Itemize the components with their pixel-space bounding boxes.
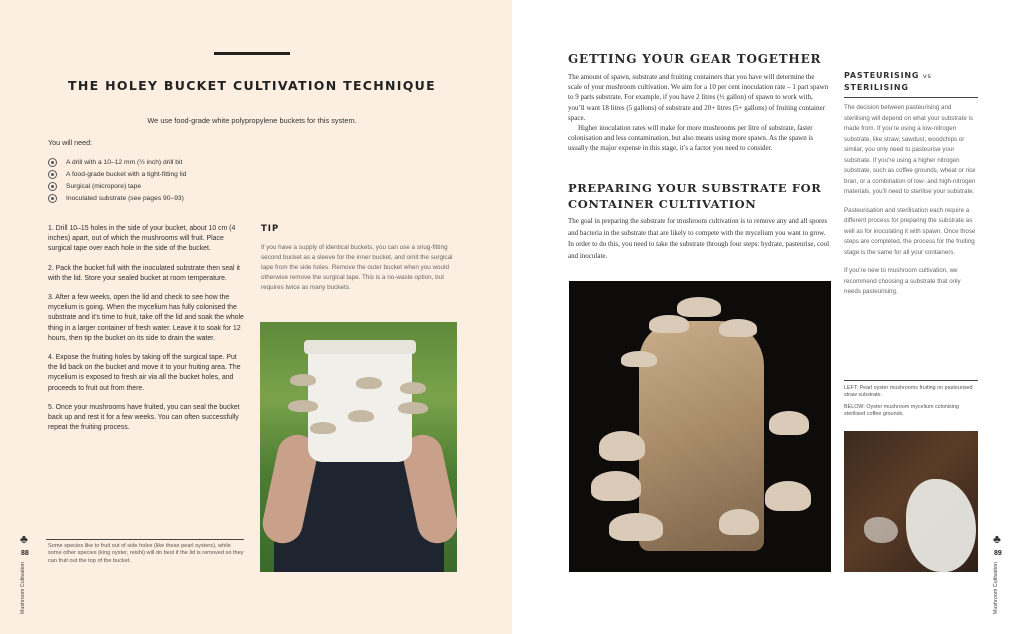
- step-3: 3. After a few weeks, open the lid and check to see how the mycelium is going. When the mycelium has fully colonised the substrate and it’s time to fruit, take off the lid and soak the whole thing in a larger container of fresh water. Leave it to soak for 12 hours, then tip the bucket on its side to drain the water.: [48, 294, 244, 342]
- heading-substrate: PREPARING YOUR SUBSTRATE FOR CONTAINER CULTIVATION: [568, 181, 822, 211]
- mushroom-logo-icon: ♣: [20, 532, 28, 546]
- title-rule: [214, 52, 290, 55]
- list-item: Surgical (micropore) tape: [48, 180, 186, 192]
- steps-list: [48, 224, 246, 442]
- paragraph: The decision between pasteurising and sterilising will depend on what your substrate is made from. If you’re using a low-nitrogen substrate, like straw, sawdust, woodchips or similar, you only need to pasteurise your substrate. If you’re using a higher nitrogen substrate, such as coffee grounds, wheat or rice bran, or a combination of low- and high-nitrogen materials, you’ll need to sterilise your substrate.: [844, 104, 976, 195]
- bullet-icon: [48, 158, 57, 167]
- list-item: A food-grade bucket with a tight-fitting lid: [48, 168, 186, 180]
- running-head-left: Mushroom Cultivation: [20, 562, 26, 615]
- mushroom-cap: [719, 509, 759, 535]
- bucket-photo: [260, 322, 457, 572]
- mushroom-cluster: [310, 422, 336, 434]
- running-head-right: Mushroom Cultivation: [993, 562, 999, 615]
- mushroom-cap: [677, 297, 721, 317]
- bullet-icon: [48, 170, 57, 179]
- oyster-mushroom-photo: [569, 281, 831, 572]
- page-number-left: 88: [21, 550, 29, 557]
- body-substrate: The goal in preparing the substrate for mushroom cultivation is to remove any and all spores and bacteria in the substrate that are likely to compete with the mycelium you want to grow. In order to do this, you need to take the substrate through four steps: hydrate, pasteurise, cool and inoculate.: [568, 217, 830, 260]
- heading-gear: GETTING YOUR GEAR TOGETHER: [568, 52, 822, 66]
- bullet-icon: [48, 182, 57, 191]
- bucket-shape: [308, 344, 412, 462]
- mushroom-cap: [765, 481, 811, 511]
- list-item: Inoculated substrate (see pages 90–93): [48, 192, 186, 204]
- need-label: You will need:: [48, 138, 93, 147]
- mushroom-cluster: [290, 374, 316, 386]
- left-footnote: Some species like to fruit out of side holes (like these pearl oysters), while some other species (king oyster, reishi) will do best if the lid is removed so they can fruit out the top of the bucket.: [48, 543, 244, 564]
- mushroom-cluster: [356, 377, 382, 389]
- mycelium-patch: [906, 479, 976, 572]
- step-1: 1. Drill 10–15 holes in the side of your bucket, about 10 cm (4 inches) apart, out of which the mushrooms will fruit. Place surgical tape over each hole in the side of the bucket.: [48, 225, 236, 253]
- caption-left: LEFT: Pearl oyster mushrooms fruiting on pasteurised straw substrate.: [844, 385, 973, 399]
- photo-captions: [844, 385, 980, 423]
- mushroom-cap: [591, 471, 641, 501]
- paragraph: The amount of spawn, substrate and fruiting containers that you have will determine the scale of your mushroom cultivation. We aim for a 10 per cent inoculation rate – 1 part spawn to 9 parts substrate. For example, if you have 2 litres (½ gallon) of spawn to work with, you’ll want 18 litres (5 gallons) of substrate and 20+ litres (5+ gallons) of fruiting container space.: [568, 73, 829, 122]
- mushroom-cluster: [348, 410, 374, 422]
- coffee-grounds-photo: [844, 431, 978, 572]
- mushroom-cap: [609, 513, 663, 541]
- bullet-icon: [48, 194, 57, 203]
- paragraph: Pasteurisation and sterilisation each require a different process for preparing the substrate as well as for inoculating it with spawn. Once those steps are completed, the process for the fruiting stage is the same for all your containers.: [844, 206, 976, 256]
- bucket-rim: [304, 340, 416, 354]
- step-2: 2. Pack the bucket full with the inoculated substrate then seal it with the lid. Store your sealed bucket at room temperature.: [48, 264, 240, 282]
- mushroom-cap: [621, 351, 657, 367]
- mushroom-logo-icon: ♣: [993, 532, 1001, 546]
- sidebar-heading: PASTEURISING vs STERILISING: [844, 71, 932, 92]
- footnote-rule: [46, 539, 244, 540]
- paragraph: If you’re new to mushroom cultivation, we recommend choosing a substrate that only needs pasteurising.: [844, 267, 961, 295]
- caption-rule: [844, 380, 978, 381]
- mushroom-cluster: [288, 400, 318, 412]
- step-5: 5. Once your mushrooms have fruited, you can seal the bucket back up and rest it for a few weeks. You can often successfully repeat the fruiting process.: [48, 403, 240, 432]
- tip-heading: TIP: [261, 224, 280, 234]
- mushroom-cap: [769, 411, 809, 435]
- body-gear: [568, 72, 830, 154]
- mushroom-cluster: [400, 382, 426, 394]
- mushroom-cluster: [398, 402, 428, 414]
- page-number-right: 89: [994, 550, 1002, 557]
- page-title: THE HOLEY BUCKET CULTIVATION TECHNIQUE: [68, 78, 436, 93]
- sidebar-text: [844, 103, 978, 306]
- list-item: A drill with a 10–12 mm (½ inch) drill bit: [48, 156, 186, 168]
- mycelium-patch: [864, 517, 898, 543]
- paragraph: Higher inoculation rates will make for more mushrooms per litre of substrate, faster colonisation and less contamination, but also means using more spawn. As the spawn is usually the major expense in this stage, it’s a factor you need to consider.: [568, 124, 814, 153]
- tip-text: If you have a supply of identical buckets, you can use a snug-fitting second bucket as a sleeve for the inner bucket, and omit the surgical tape from the side holes. Remove the outer bucket when you would otherwise remove the surgical tape. This is a no-waste option, but requires twice as many buckets.: [261, 244, 453, 292]
- need-list: [48, 156, 186, 204]
- sidebar-rule: [844, 97, 978, 98]
- caption-below: BELOW: Oyster mushroom mycelium colonising sterilised coffee grounds.: [844, 403, 959, 418]
- step-4: 4. Expose the fruiting holes by taking off the surgical tape. Put the lid back on the bucket and move it to your fruiting area. The mycelium is exposed to fresh air via all the bucket holes, and proceeds to fruit out from there.: [48, 354, 241, 392]
- mushroom-cap: [719, 319, 757, 337]
- intro-text: We use food-grade white polypropylene buckets for this system.: [147, 116, 357, 125]
- mushroom-cap: [599, 431, 645, 461]
- mushroom-cap: [649, 315, 689, 333]
